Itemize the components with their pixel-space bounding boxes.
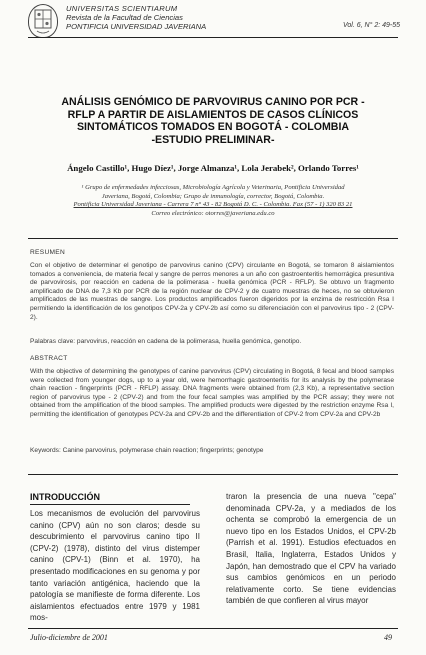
abstract-text: With the objective of determining the genotypes of canine parvovirus (CPV) circulating in Bogotá, 8 fecal and blood samples were collected from younger dogs, up to a year old, were hemorrhagic gastroenteritis for its analysis by the polymerase chain reaction - fingerprints (PCR - RFLP) assay. DNA fragments were obtained from (2,3 Kb), a representative section region of parvovirus type - 2 (CPV-2) and from the four fecal samples was amplified by the PCR assay; they were not obtained from the amplification of the blood samples. The amplified products were digested by the restriction enzyme Rsa I, permitting the identification of genotypes PCV-2a and CPV-2b and the differentiation of CPV-2 from CPV-2a and CPV-2b: [30, 368, 394, 418]
affiliation-email: Correo electrónico: otorres@javeriana.edu.co: [151, 209, 275, 217]
footer-divider: [28, 628, 398, 629]
title-subtitle: -ESTUDIO PRELIMINAR-: [151, 133, 275, 146]
page-number: 49: [384, 633, 392, 642]
issue-date: Julio-diciembre de 2001: [30, 633, 108, 642]
affiliation-line: ¹ Grupo de enfermedades infecciosas, Microbiología Agrícola y Veterinaria, Pontificia Universidad: [81, 184, 345, 191]
resumen-heading: RESUMEN: [30, 249, 66, 256]
abstract-heading: ABSTRACT: [30, 355, 68, 362]
title-line: ANÁLISIS GENÓMICO DE PARVOVIRUS CANINO POR PCR -: [61, 96, 365, 108]
volume-info: Vol. 6, N° 2: 49-55: [342, 22, 400, 29]
title-line: RFLP A PARTIR DE AISLAMIENTOS DE CASOS CLÍNICOS: [67, 108, 359, 121]
affiliations: [36, 184, 390, 218]
body-top-divider: [28, 474, 398, 475]
institution-name: PONTIFICIA UNIVERSIDAD JAVERIANA: [66, 22, 207, 31]
article-title: [30, 96, 396, 146]
left-column-text: Los mecanismos de evolución del parvovirus canino (CPV) aún no son claros; desde su descubrimiento el parvovirus canino tipo II (CPV-2) (1978), distinto del virus distemper canino (CPV-1) (Binn et al. 1970), ha presentado modificaciones en su genoma y por tanto variación antigénica, haciendo que la patología se manifieste de forma diferente. Los aislamientos efectuados entre 1979 y 1981 mos-: [30, 509, 200, 623]
university-seal-icon: [28, 4, 58, 38]
author-list: Ángelo Castillo¹, Hugo Díez¹, Jorge Almanza¹, Lola Jerabek², Orlando Torres¹: [67, 163, 359, 173]
title-line: SINTOMÁTICOS TOMADOS EN BOGOTÁ - COLOMBIA: [76, 121, 350, 134]
journal-header: [66, 4, 266, 31]
resumen-text: Con el objetivo de determinar el genotipo de parvovirus canino (CPV) circulante en Bogotá, se tomaron 8 aislamientos tomados a conveniencia, de materia fecal y sangre de perros menores a un año con gastroenteritis hemorrágica presuntiva de parvovirosis, por reacción en cadena de la polimerasa - huella genómica (PCR - RFLP). Se obtuvo un fragmento amplificado de DNA de 7,3 Kb por PCR de la región nuclear de CPV-2 y de cuatro muestras de heces, no se obtuvieron amplificados de las muestras de sangre. Los productos amplificados fueron digeridos por la enzima de restricción Rsa I permitiendo la identificación de los genotipos CPV-2a y CPV-2b así como su diferenciación con el parvovirus tipo - 2 (CPV-2).: [30, 262, 394, 321]
affiliation-line: Javeriana, Bogotá, Colombia; Grupo de inmunología, corrector, Bogotá, Colombia.: [101, 192, 325, 200]
header-divider: [28, 37, 398, 38]
university-name: UNIVERSITAS SCIENTIARUM: [66, 4, 178, 13]
affiliation-address: Pontificia Universidad Javeriana - Carrera 7 n° 43 - 82 Bogotá D. C. - Colombia. Fax (57 - 1) 320 83 21: [73, 201, 353, 209]
resumen-keywords: Palabras clave: parvovirus, reacción en cadena de la polimerasa, huella genómica, genotipo.: [30, 338, 302, 345]
intro-underline: [30, 504, 190, 505]
introduction-heading: INTRODUCCIÓN: [30, 492, 100, 502]
abstract-keywords: Keywords: Canine parvovirus, polymerase chain reaction; fingerprints; genotype: [30, 447, 264, 454]
right-column-text: traron la presencia de una nueva "cepa" denominada CPV-2a, y a mediados de los ochenta se comprobó la emergencia de un nuevo tipo en los Estados Unidos, el CPV-2b (Parrish et al. 1991). Estudios efectuados en Brasil, Italia, Inglaterra, Estados Unidos y Japón, han demostrado que el CPV ha variado sus cambios genómicos en un periodo relativamente corto. Se tiene evidencias también de que confieren al virus mayor: [226, 492, 396, 606]
abstract-top-divider: [28, 238, 398, 239]
journal-name: Revista de la Facultad de Ciencias: [66, 13, 183, 22]
